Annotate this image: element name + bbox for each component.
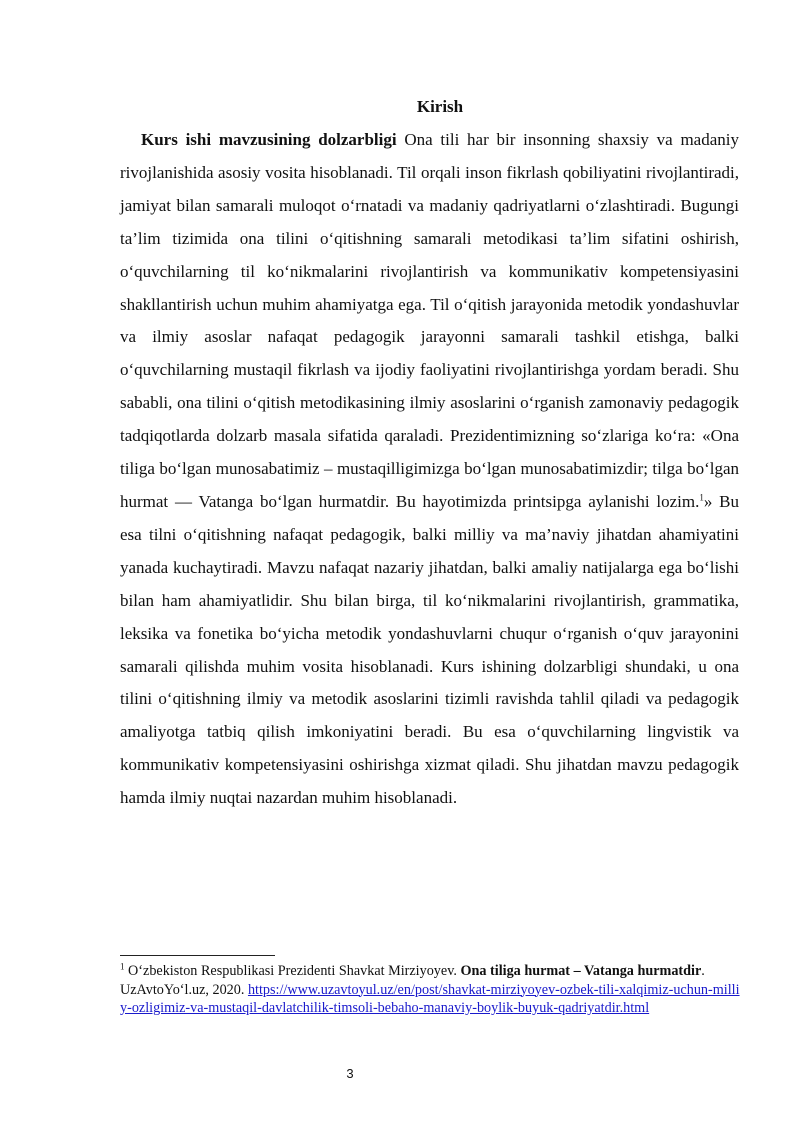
- footnote-mark: 1: [120, 961, 125, 972]
- body-paragraph: [120, 124, 739, 815]
- page-number: 3: [346, 1066, 354, 1081]
- footnote-source: O‘zbekiston Respublikasi Prezidenti Shavkat Mirziyoyev.: [124, 963, 461, 979]
- paragraph-text-part-2: » Bu esa tilni o‘qitishning nafaqat pedagogik, balki milliy va ma’naviy jihatdan ahamiyatini yanada kuchaytiradi. Mavzu nafaqat nazariy jihatdan, balki amaliy natijalarga ega bo‘lishi bilan ham ahamiyatlidir. Shu bilan birga, til ko‘nikmalarini rivojlantirish, grammatika, leksika va fonetika bo‘yicha metodik yondashuvlarni chuqur o‘rganish o‘quv jarayonini samarali qilishda muhim vosita hisoblanadi. Kurs ishining dolzarbligi shundaki, u ona tilini o‘qitishning ilmiy va metodik asoslarini tizimli ravishda tahlil qiladi va pedagogik amaliyotga tatbiq qilish imkoniyatini beradi. Bu esa o‘quvchilarning lingvistik va kommunikativ kompetensiyasini oshirishga xizmat qiladi. Shu jihatdan mavzu pedagogik hamda ilmiy nuqtai nazardan muhim hisoblanadi.: [120, 491, 740, 808]
- footnote-title: Ona tiliga hurmat – Vatanga hurmatdir: [460, 963, 702, 979]
- footnote-reference: 1: [699, 492, 704, 503]
- footnote-link[interactable]: https://www.uzavtoyul.uz/en/post/shavkat-mirziyoyev-ozbek-tili-xalqimiz-uchun-milliy-ozligimiz-va-mustaqil-davlatchilik-timsoli-bebaho-manaviy-boylik-buyuk-qadriyatdir.html: [120, 981, 740, 1016]
- footnote-separator: [120, 955, 275, 956]
- paragraph-lead: Kurs ishi mavzusining dolzarbligi: [141, 130, 397, 149]
- paragraph-text-part-1: Ona tili har bir insonning shaxsiy va madaniy rivojlanishida asosiy vosita hisoblanadi. Til orqali inson fikrlash qobiliyatini rivojlantiradi, jamiyat bilan samarali muloqot o‘rnatadi va madaniy qadriyatlarni o‘zlashtiradi. Bugungi ta’lim tizimida ona tilini o‘qitishning samarali metodikasi ta’lim sifatini oshirish, o‘quvchilarning til ko‘nikmalarini rivojlantirish va kommunikativ kompetensiyasini shakllantirish uchun muhim ahamiyatga ega. Til o‘qitish jarayonida metodik yondashuvlar va ilmiy asoslar nafaqat pedagogik jarayonni samarali tashkil etishga, balki o‘quvchilarning mustaqil fikrlash va ijodiy faoliyatini rivojlantirishga yordam beradi. Shu sababli, ona tilini o‘qitish metodikasining ilmiy asoslarini o‘rganish zamonaviy pedagogik tadqiqotlarda dolzarb masala sifatida qaraladi. Prezidentimizning so‘zlariga ko‘ra: «Ona tiliga bo‘lgan munosabatimiz – mustaqilligimizga bo‘lgan munosabatimizdir; tilga bo‘lgan hurmat — Vatanga bo‘lgan hurmatdir. Bu hayotimizda printsipga aylanishi lozim.: [120, 130, 739, 511]
- footnote-publisher: . UzAvtoYo‘l.uz, 2020.: [120, 963, 705, 998]
- section-heading: Kirish: [416, 97, 464, 116]
- footnote: [120, 962, 741, 1018]
